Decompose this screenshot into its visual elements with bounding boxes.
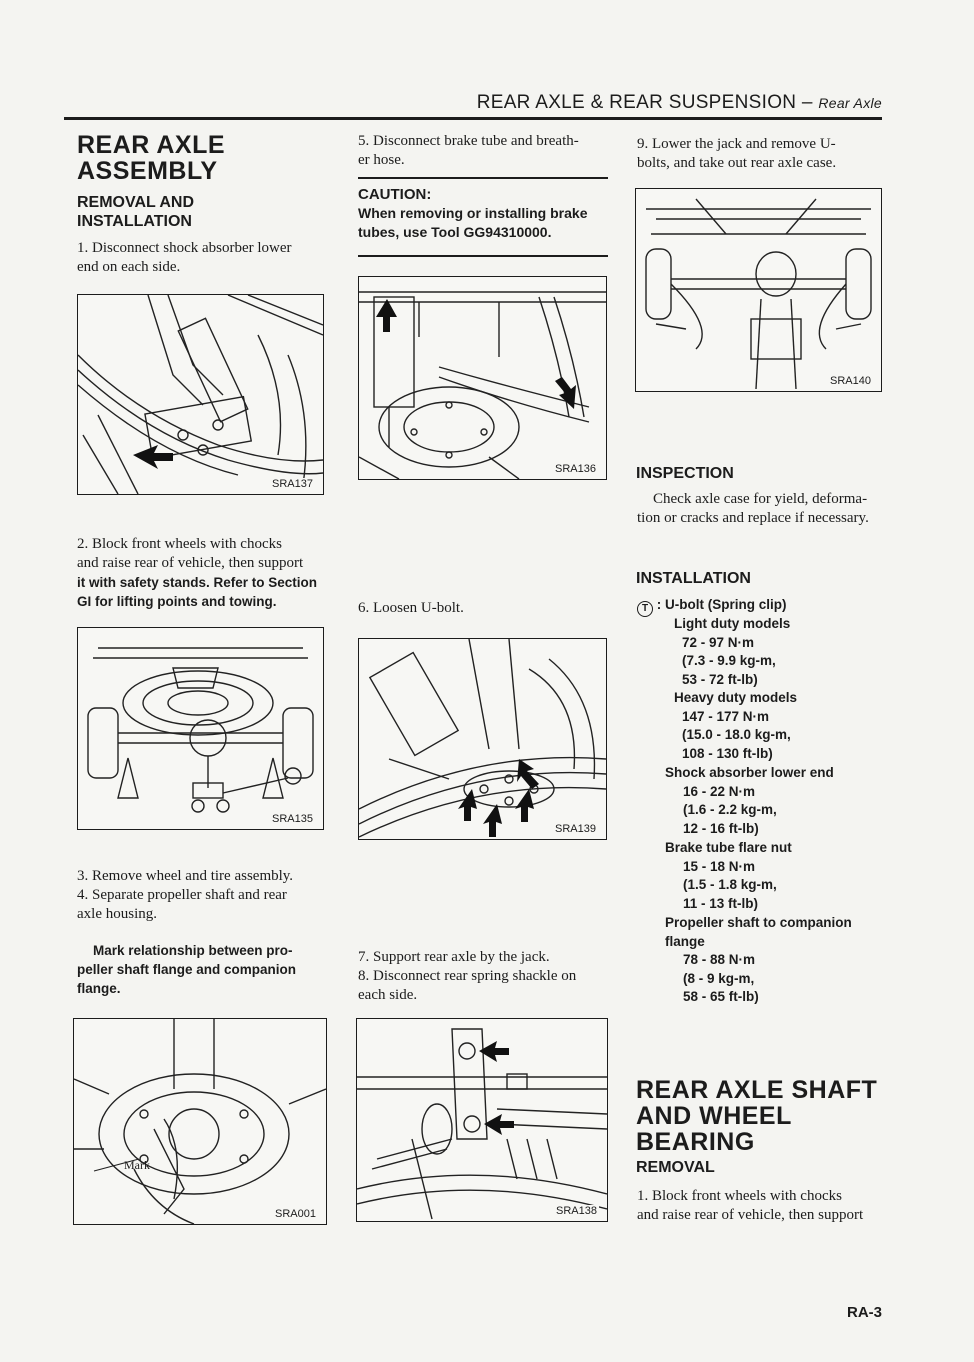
figure-label: SRA138 <box>556 1205 597 1217</box>
subsection-title <box>77 193 194 231</box>
spec-light-value-3: 53 - 72 ft-lb) <box>682 671 758 687</box>
page-header <box>477 92 882 114</box>
step-9-line-2: bolts, and take out rear axle case. <box>637 155 837 171</box>
spec-light-value-2: (7.3 - 9.9 kg-m, <box>682 653 776 669</box>
removal-title: REMOVAL <box>636 1159 715 1176</box>
step-6 <box>358 599 608 618</box>
caution-line-2: tubes, use Tool GG94310000. <box>358 224 552 240</box>
mark-note-line-1: Mark relationship between pro- <box>93 943 293 958</box>
step-2 <box>77 535 324 611</box>
figure-sra138 <box>356 1018 608 1222</box>
spec-shock-value-2: (1.6 - 2.2 kg-m, <box>683 802 777 818</box>
mark-note-line-3: flange. <box>77 981 121 996</box>
inspection-line-1: Check axle case for yield, deforma- <box>653 491 868 507</box>
step-1-line-2: end on each side. <box>77 259 181 275</box>
vehicle-on-stands-illustration <box>78 628 323 829</box>
figure-sra140 <box>635 188 882 392</box>
inspection-text <box>637 490 882 528</box>
step-4-line-2: axle housing. <box>77 906 157 922</box>
spec-brake-tube <box>665 839 792 913</box>
spec-light-duty <box>674 615 790 689</box>
subsection-title-line-2: INSTALLATION <box>77 213 192 230</box>
section-title <box>77 132 225 184</box>
spec-light-title: Light duty models <box>674 616 791 631</box>
spec-prop-value-1: 78 - 88 N·m <box>683 952 756 968</box>
figure-sra139 <box>358 638 607 840</box>
step-2-line-3: it with safety stands. Refer to Section <box>77 575 318 590</box>
propeller-flange-mark-illustration <box>74 1019 326 1224</box>
spec-heavy-duty <box>674 689 797 763</box>
removal-step-1-line-1: 1. Block front wheels with chocks <box>637 1188 842 1204</box>
step-1 <box>77 239 324 277</box>
figure-sra001 <box>73 1018 327 1225</box>
spec-brake-value-3: 11 - 13 ft-lb) <box>683 895 759 911</box>
caution-box <box>358 177 608 257</box>
spec-brake-value-1: 15 - 18 N·m <box>683 858 756 874</box>
steps-7-8 <box>358 948 608 1005</box>
spec-heavy-value-1: 147 - 177 N·m <box>682 708 770 724</box>
caution-line-1: When removing or installing brake <box>358 205 588 221</box>
figure-label: SRA136 <box>555 463 596 475</box>
step-7: 7. Support rear axle by the jack. <box>358 949 550 965</box>
header-rule <box>64 117 882 120</box>
spec-brake-title: Brake tube flare nut <box>665 840 792 855</box>
header-subtitle: Rear Axle <box>818 95 882 111</box>
arrow-up-icon <box>515 789 534 822</box>
spec-brake-value-2: (1.5 - 1.8 kg-m, <box>683 877 777 893</box>
figure-label: SRA001 <box>275 1208 316 1220</box>
step-8-line-1: 8. Disconnect rear spring shackle on <box>358 968 577 984</box>
figure-sra136 <box>358 276 607 480</box>
figure-sra137 <box>77 294 324 495</box>
section-2-title <box>636 1077 877 1155</box>
header-dash: – <box>796 92 819 113</box>
step-2-line-2: and raise rear of vehicle, then support <box>77 555 304 571</box>
section-title-line-2: ASSEMBLY <box>77 157 218 185</box>
installation-title: INSTALLATION <box>636 570 751 587</box>
axle-removal-illustration <box>636 189 881 391</box>
step-9 <box>637 135 882 173</box>
spec-prop-title-2: flange <box>665 933 705 949</box>
figure-sra135 <box>77 627 324 830</box>
section-2-title-line-3: BEARING <box>636 1128 755 1156</box>
arrow-up-icon <box>458 789 477 821</box>
arrow-icon <box>555 377 576 409</box>
step-2-line-1: 2. Block front wheels with chocks <box>77 536 282 552</box>
spec-light-value-1: 72 - 97 N·m <box>682 634 755 650</box>
inspection-title: INSPECTION <box>636 465 734 482</box>
spec-prop-value-3: 58 - 65 ft-lb) <box>683 989 759 1005</box>
arrow-up-icon <box>376 299 397 332</box>
spec-shock-value-3: 12 - 16 ft-lb) <box>683 820 759 836</box>
brake-tube-illustration <box>359 277 606 479</box>
figure-label: SRA137 <box>272 478 313 490</box>
mark-callout: Mark <box>124 1158 150 1172</box>
spec-prop-title-1: Propeller shaft to companion <box>665 915 852 930</box>
arrow-icon <box>133 445 173 469</box>
header-title: REAR AXLE & REAR SUSPENSION <box>476 92 797 113</box>
torque-icon: T <box>637 601 653 617</box>
shock-absorber-illustration <box>78 295 323 494</box>
page-number: RA-3 <box>846 1304 882 1321</box>
u-bolt-illustration <box>359 639 606 839</box>
step-8-line-2: each side. <box>358 987 418 1003</box>
torque-label: : U-bolt (Spring clip) <box>656 597 787 612</box>
step-5-line-1: 5. Disconnect brake tube and breath- <box>358 133 579 149</box>
spec-shock-value-1: 16 - 22 N·m <box>683 783 756 799</box>
step-4-line-1: 4. Separate propeller shaft and rear <box>77 887 287 903</box>
steps-3-4 <box>77 867 324 924</box>
spec-shock-title: Shock absorber lower end <box>665 765 834 780</box>
subsection-title-line-1: REMOVAL AND <box>77 194 195 211</box>
spec-prop-value-2: (8 - 9 kg-m, <box>683 970 755 986</box>
figure-label: SRA140 <box>830 375 871 387</box>
inspection-line-2: tion or cracks and replace if necessary. <box>637 510 869 526</box>
step-1-line-1: 1. Disconnect shock absorber lower <box>77 240 292 256</box>
figure-label: SRA135 <box>272 813 313 825</box>
torque-spec-heading <box>637 596 787 617</box>
mark-note <box>77 941 324 998</box>
spec-heavy-value-2: (15.0 - 18.0 kg-m, <box>682 727 791 743</box>
arrow-up-icon <box>483 804 502 837</box>
spring-shackle-illustration <box>357 1019 607 1221</box>
spec-shock-absorber <box>665 764 834 838</box>
section-title-line-1: REAR AXLE <box>77 131 226 159</box>
figure-label: SRA139 <box>555 823 596 835</box>
spec-propeller-shaft <box>665 914 852 1007</box>
step-5 <box>358 132 608 170</box>
step-5-line-2: er hose. <box>358 152 405 168</box>
step-3: 3. Remove wheel and tire assembly. <box>77 868 294 884</box>
mark-note-line-2: peller shaft flange and companion <box>77 962 297 977</box>
spec-heavy-title: Heavy duty models <box>674 690 798 705</box>
removal-step-1-line-2: and raise rear of vehicle, then support <box>637 1207 864 1223</box>
section-2-title-line-1: REAR AXLE SHAFT <box>636 1076 878 1104</box>
caution-title: CAUTION: <box>358 186 432 203</box>
step-2-line-4: GI for lifting points and towing. <box>77 594 277 609</box>
step-6-text: 6. Loosen U-bolt. <box>358 600 464 616</box>
section-2-title-line-2: AND WHEEL <box>636 1102 792 1130</box>
spec-heavy-value-3: 108 - 130 ft-lb) <box>682 745 773 761</box>
step-9-line-1: 9. Lower the jack and remove U- <box>637 136 836 152</box>
arrow-icon <box>484 1114 514 1135</box>
removal-step-1 <box>637 1187 882 1225</box>
